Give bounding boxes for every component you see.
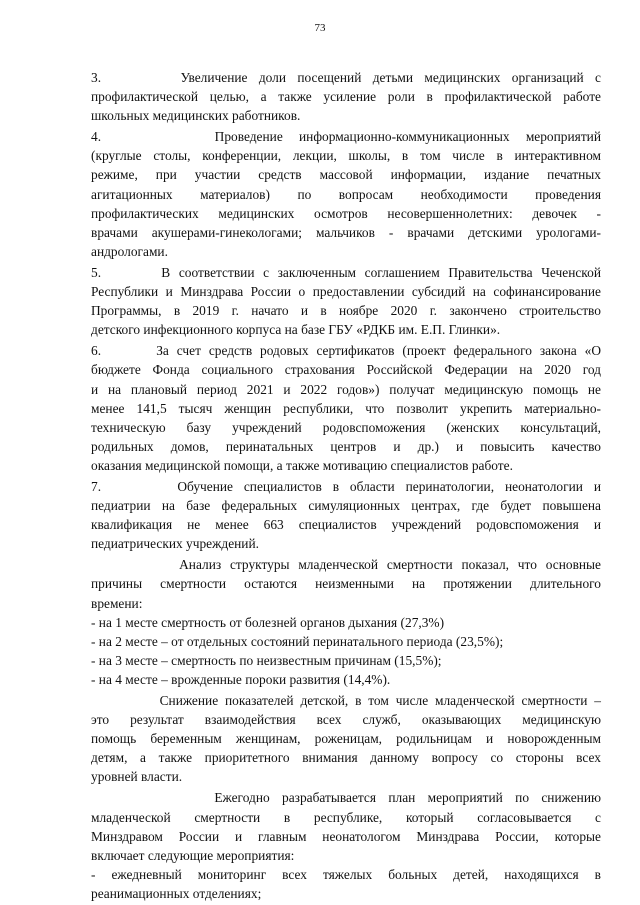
paragraph (91, 477, 601, 553)
paragraph (91, 788, 601, 903)
paragraph (91, 127, 601, 261)
text-line: 7. Обучение специалистов в области перинатологии, неонатологии и (91, 478, 601, 494)
text-line: Снижение показателей детской, в том числе младенческой смертности – (91, 693, 601, 708)
text-line: Анализ структуры младенческой смертности показал, что основные (91, 557, 601, 573)
page-number: 73 (314, 22, 326, 34)
text-line: причины смертности остаются неизменными на протяжении длительного (91, 576, 601, 592)
text-line: родильных домов, перинатальных центров и др.) и повысить качество (91, 438, 601, 454)
text-line: школьных медицинских работников. (91, 108, 301, 124)
text-line: - на 1 месте смертность от болезней органов дыхания (27,3%) (91, 614, 445, 630)
text-line: - ежедневный мониторинг всех тяжелых больных детей, находящихся в (91, 866, 601, 882)
text-line: детям, а также приоритетного внимания данному вопросу со стороны всех (91, 750, 601, 766)
text-line: это результат взаимодействия всех служб, оказывающих медицинскую (91, 712, 601, 728)
paragraph (91, 263, 601, 339)
paragraph (91, 68, 601, 125)
text-line: агитационных материалов) по вопросам необходимости проведения (91, 186, 601, 202)
text-line: младенческой смертности в республике, который согласовывается с (91, 809, 601, 825)
text-line: врачами акушерами-гинекологами; мальчиков - врачами детскими урологами- (91, 224, 601, 240)
text-line: профилактической целью, а также усиление роли в профилактической работе (91, 89, 601, 105)
text-line: Республики и Минздрава России о предоставлении субсидий на софинансирование (91, 284, 601, 300)
text-line: 6. За счет средств родовых сертификатов (проект федерального закона «О (91, 343, 601, 359)
text-line: педиатрических учреждений. (91, 536, 259, 552)
text-line: (круглые столы, конференции, лекции, школы, в том числе в интерактивном (91, 148, 601, 164)
paragraph (91, 341, 601, 475)
text-line: педиатрии на базе федеральных симуляционных центрах, где будет повышена (91, 498, 601, 514)
text-line: бюджете Фонда социального страхования Российской Федерации на 2020 год (91, 362, 601, 378)
text-line: уровней власти. (91, 769, 183, 785)
text-line: Минздравом России и главным неонатологом Минздрава России, которые (91, 828, 601, 844)
text-line: андрологами. (91, 243, 168, 259)
text-line: техническую базу учреждений родовспоможения (женских консультаций, (91, 419, 601, 435)
text-line: помощь беременным женщинам, роженицам, родильницам и новорожденным (91, 731, 601, 747)
text-line: и на плановый период 2021 и 2022 годов») получат медицинскую помощь не (91, 381, 601, 397)
text-line: 4. Проведение информационно-коммуникационных мероприятий (91, 129, 601, 145)
text-line: Ежегодно разрабатывается план мероприятий по снижению (91, 790, 601, 806)
text-line: детского инфекционного корпуса на базе ГБУ «РДКБ им. Е.П. Глинки». (91, 322, 501, 338)
text-line: времени: (91, 595, 143, 611)
paragraph (91, 691, 601, 786)
document-body (91, 68, 601, 905)
text-line: - на 3 месте – смертность по неизвестным причинам (15,5%); (91, 652, 442, 668)
text-line: включает следующие мероприятия: (91, 847, 295, 863)
text-line: профилактических медицинских осмотров несовершеннолетних: девочек - (91, 205, 601, 221)
paragraph (91, 555, 601, 689)
text-line: оказания медицинской помощи, а также мотивацию специалистов работе. (91, 457, 513, 473)
text-line: 3. Увеличение доли посещений детьми медицинских организаций с (91, 70, 601, 85)
text-line: реанимационных отделениях; (91, 885, 262, 901)
text-line: - на 2 месте – от отдельных состояний перинатального периода (23,5%); (91, 633, 504, 649)
text-line: Программы, в 2019 г. начато и в ноябре 2020 г. закончено строительство (91, 303, 601, 319)
text-line: - на 4 месте – врожденные пороки развития (14,4%). (91, 671, 391, 687)
text-line: квалификация не менее 663 специалистов учреждений родовспоможения и (91, 517, 601, 533)
text-line: 5. В соответствии с заключенным соглашением Правительства Чеченской (91, 264, 601, 280)
text-line: менее 141,5 тысяч женщин республики, что позволит укрепить материально- (91, 400, 601, 416)
text-line: режиме, при участии средств массовой информации, издание печатных (91, 167, 601, 183)
